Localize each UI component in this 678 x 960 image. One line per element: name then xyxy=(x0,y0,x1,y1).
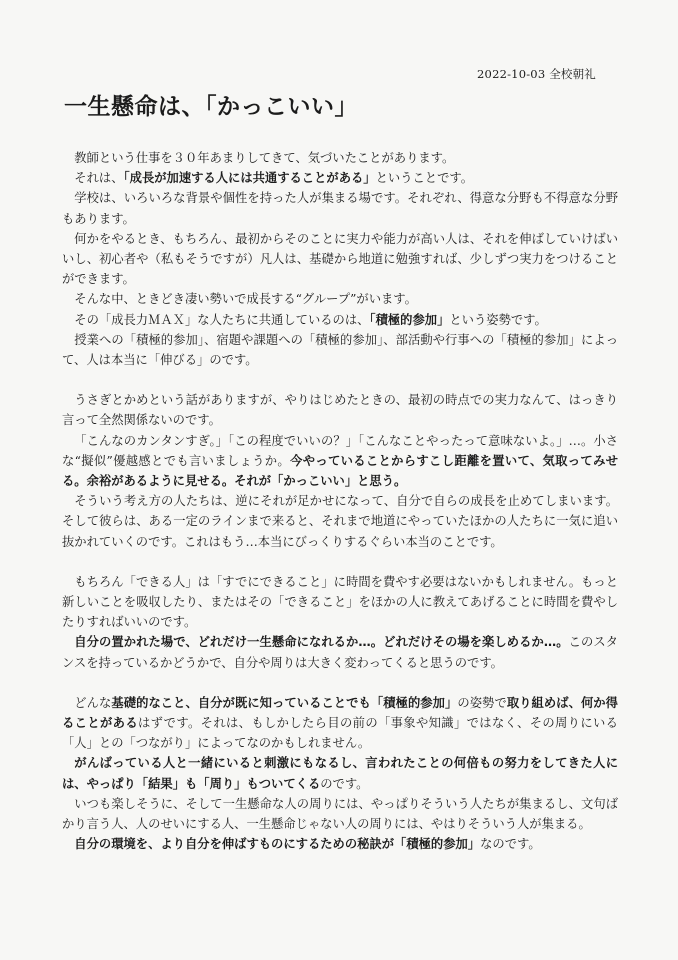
body-paragraph xyxy=(62,431,618,492)
body-paragraph xyxy=(62,572,618,633)
paragraph-text: なのです。 xyxy=(480,837,541,852)
section-gap xyxy=(62,370,618,390)
paragraph-text: 何かをやるとき、もちろん、最初からそのことに実力や能力が高い人は、それを伸ばしていけばいいし、初心者や（私もそうですが）凡人は、基礎から地道に勉強すれば、少しずつ実力をつけることができます。 xyxy=(62,231,618,287)
body-paragraph xyxy=(62,330,618,370)
body-paragraph xyxy=(62,834,618,854)
paragraph-text: はずです。それは、もしかしたら目の前の「事象や知識」ではなく、その周りにいる「人」との「つながり」によってなのかもしれません。 xyxy=(62,716,618,751)
body-paragraph xyxy=(62,229,618,290)
paragraph-text: このスタンスを持っているかどうかで、自分や周りは大きく変わってくると思うのです。 xyxy=(62,635,618,670)
emphasis-text: 今やっていることからすこし距離を置いて、気取ってみせる。余裕があるように見せる。それが「かっこいい」と思う。 xyxy=(62,453,618,489)
emphasis-text: 取り組めば、何か得ることがある xyxy=(62,695,618,731)
paragraph-text: 学校は、いろいろな背景や個性を持った人が集まる場です。それぞれ、得意な分野も不得意な分野もあります。 xyxy=(62,191,618,226)
emphasis-text: 自分の環境を、より自分を伸ばすものにするための秘訣が「積極的参加」 xyxy=(74,837,481,852)
emphasis-text: 「成長が加速する人には共通することがある」 xyxy=(123,171,376,186)
paragraph-text: 授業への「積極的参加」、宿題や課題への「積極的参加」、部活動や行事への「積極的参加」によって、人は本当に「伸びる」のです。 xyxy=(62,332,618,368)
paragraph-text: のです。 xyxy=(320,776,369,791)
document-body xyxy=(62,148,618,855)
paragraph-text: その「成長力ＭＡＸ」な人たちに共通しているのは、 xyxy=(74,312,370,327)
body-paragraph xyxy=(62,693,618,754)
section-gap xyxy=(62,552,618,572)
body-paragraph xyxy=(62,310,618,330)
paragraph-text: の姿勢で xyxy=(457,695,507,710)
paragraph-text: うさぎとかめという話がありますが、やりはじめたときの、最初の時点での実力なんて、はっきり言って全然関係ないのです。 xyxy=(62,393,618,428)
body-paragraph xyxy=(62,753,618,793)
section-gap xyxy=(62,673,618,693)
paragraph-text: そういう考え方の人たちは、逆にそれが足かせになって、自分で自らの成長を止めてしまいます。そして彼らは、ある一定のラインまで来ると、それまで地道にやっていたほかの人たちに一気に追い抜かれていくのです。これはもう…本当にびっくりするぐらい本当のことです。 xyxy=(62,494,618,549)
paragraph-text: 教師という仕事を３０年あまりしてきて、気づいたことがあります。 xyxy=(74,151,455,165)
paragraph-text: ということです。 xyxy=(375,171,473,186)
emphasis-text: 「積極的参加」 xyxy=(369,312,450,327)
paragraph-text: どんな xyxy=(74,695,112,710)
paragraph-text: という姿勢です。 xyxy=(449,312,547,327)
body-paragraph xyxy=(62,188,618,228)
page-title: 一生懸命は、「かっこいい」 xyxy=(64,93,358,120)
body-paragraph xyxy=(62,148,618,168)
body-paragraph xyxy=(62,168,618,188)
paragraph-text: それは、 xyxy=(74,171,124,186)
paragraph-text: いつも楽しそうに、そして一生懸命な人の周りには、やっぱりそういう人たちが集まるし、文句ばかり言う人、人のせいにする人、一生懸命じゃない人の周りには、やはりそういう人が集まる。 xyxy=(62,796,618,832)
paragraph-text: そんな中、ときどき凄い勢いで成長する“グループ”がいます。 xyxy=(74,292,417,307)
body-paragraph xyxy=(62,632,618,672)
body-paragraph xyxy=(62,491,618,552)
paragraph-text: 「こんなのカンタンすぎ。」「この程度でいいの？」「こんなことやったって意味ないよ。」…。小さな“擬似”優越感とでも言いましょうか。 xyxy=(62,433,618,468)
body-paragraph xyxy=(62,289,618,309)
date-line: 2022-10-03 全校朝礼 xyxy=(477,67,596,81)
emphasis-text: がんばっている人と一緒にいると刺激にもなるし、言われたことの何倍もの努力をしてきた人には、やっぱり「結果」も「周り」もついてくる xyxy=(62,756,618,791)
emphasis-text: 基礎的なこと、自分が既に知っていることでも「積極的参加」 xyxy=(111,695,458,710)
paragraph-text: もちろん「できる人」は「すでにできること」に時間を費やす必要はないかもしれません。もっと新しいことを吸収したり、またはその「できること」をほかの人に教えてあげることに時間を費やしたりすればいいのです。 xyxy=(62,574,618,630)
body-paragraph xyxy=(62,794,618,834)
body-paragraph xyxy=(62,390,618,430)
emphasis-text: 自分の置かれた場で、どれだけ一生懸命になれるか…。どれだけその場を楽しめるか…。 xyxy=(74,635,569,650)
